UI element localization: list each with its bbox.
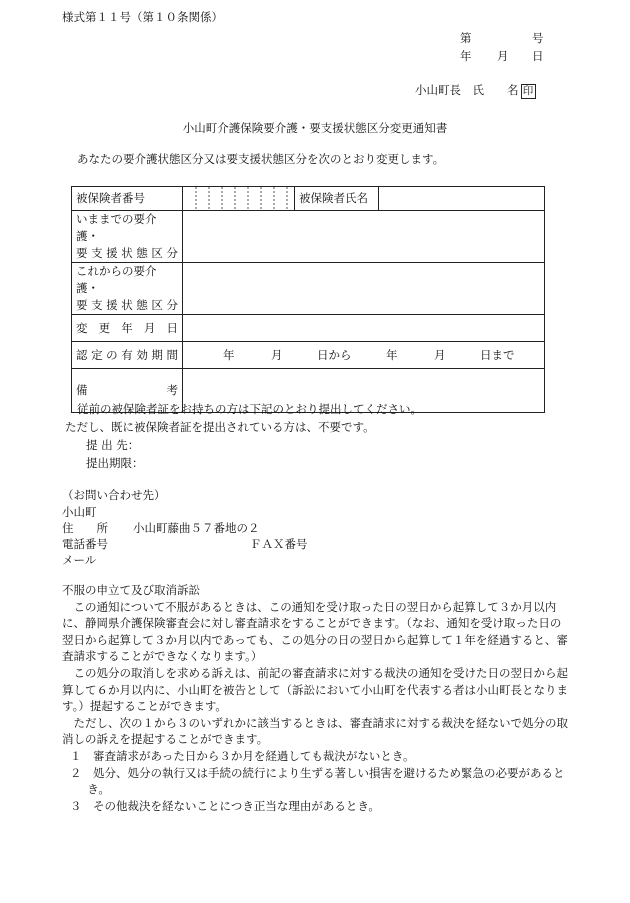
insured-name-field: [379, 187, 545, 211]
contact-fax-label: ＦＡＸ番号: [250, 537, 308, 551]
appeal-paragraph-1: この通知について不服があるときは、この通知を受け取った日の翌日から起算して３か月以内に、静岡県介護保険審査会に対し審査請求をすることができます。（なお、通知を受け取った日の翌日から起算して３か月以内であっても、この処分の日の翌日から起算して１年を経過すると、審査請求することができなくなります。）: [62, 599, 568, 664]
date-year: 年: [460, 49, 472, 63]
submission-deadline: 提出期限：: [86, 456, 144, 470]
issuer-name: 小山町長 氏 名: [415, 83, 519, 97]
change-date-label: 変更年月日: [72, 315, 183, 342]
number-label-prefix: 第: [460, 31, 472, 45]
insured-number-field: [183, 187, 295, 211]
form-number: 様式第１１号（第１０条関係）: [62, 10, 223, 24]
period-end-year: 年: [386, 348, 398, 362]
row-valid-period: [72, 342, 545, 369]
period-start-year: 年: [223, 348, 235, 362]
previous-level-line1: いままでの要介護・: [76, 212, 157, 243]
certification-table: [71, 186, 545, 413]
row-previous-level: [72, 211, 545, 263]
number-label-suffix: 号: [532, 31, 544, 45]
submission-destination: 提 出 先：: [86, 438, 140, 452]
new-level-line2: 要支援状態区分: [76, 298, 178, 312]
submission-line-1: 従前の被保険者証をお持ちの方は下記のとおり提出してください。: [77, 402, 422, 416]
appeal-paragraph-3: ただし、次の１から３のいずれかに該当するときは、審査請求に対する裁決を経ないで処分の取消しの訴えを提起することができます。: [62, 715, 568, 747]
insured-name-label: 被保険者氏名: [295, 187, 379, 211]
appeal-paragraph-2: この処分の取消しを求める訴えは、前記の審査請求に対する裁決の通知を受けた日の翌日から起算して６か月以内に、小山町を被告として（訴訟において小山町を代表する者は小山町長となります。）提起することができます。: [62, 665, 568, 714]
contact-mail-label: メール: [62, 553, 97, 567]
appeal-item-2: ２ 処分、処分の執行又は手続の続行により生ずる著しい損害を避けるため緊急の必要があるとき。: [70, 765, 565, 797]
new-level-label: [72, 263, 183, 315]
intro-text: あなたの要介護状態区分又は要支援状態区分を次のとおり変更します。: [77, 152, 445, 166]
period-end-day: 日まで: [480, 348, 515, 362]
row-change-date: [72, 315, 545, 342]
previous-level-label: [72, 211, 183, 263]
submission-line-2: ただし、既に被保険者証を提出されている方は、不要です。: [65, 420, 375, 434]
contact-address: 小山町藤曲５７番地の２: [133, 521, 260, 535]
previous-level-field: [183, 211, 545, 263]
previous-level-line2: 要支援状態区分: [76, 246, 178, 260]
date-month: 月: [497, 49, 509, 63]
issuer: [415, 84, 536, 99]
contact-heading: （お問い合わせ先）: [62, 488, 166, 502]
row-insured: [72, 187, 545, 211]
valid-period-label: 認定の有効期間: [72, 342, 183, 369]
appeal-item-1: １ 審査請求があった日から３か月を経過しても裁決がないとき。: [70, 748, 415, 763]
appeal-item-3: ３ その他裁決を経ないことにつき正当な理由があるとき。: [70, 798, 380, 813]
contact-org: 小山町: [62, 505, 97, 519]
row-new-level: [72, 263, 545, 315]
date-day: 日: [532, 49, 544, 63]
period-start-month: 月: [271, 348, 283, 362]
appeal-heading: 不服の申立て及び取消訴訟: [62, 583, 200, 597]
seal-mark: 印: [521, 84, 536, 99]
remarks-label: 備考: [72, 369, 183, 413]
contact-tel-label: 電話番号: [62, 537, 108, 551]
new-level-field: [183, 263, 545, 315]
period-end-month: 月: [434, 348, 446, 362]
change-date-field: [183, 315, 545, 342]
period-start-day: 日から: [317, 348, 352, 362]
valid-period-field: [183, 342, 545, 369]
insured-number-label: 被保険者番号: [72, 187, 183, 211]
contact-address-label: 住 所: [62, 521, 108, 535]
appeal-section: [62, 582, 572, 814]
document-title: 小山町介護保険要介護・要支援状態区分変更通知書: [182, 121, 448, 135]
new-level-line1: これからの要介護・: [76, 264, 157, 295]
